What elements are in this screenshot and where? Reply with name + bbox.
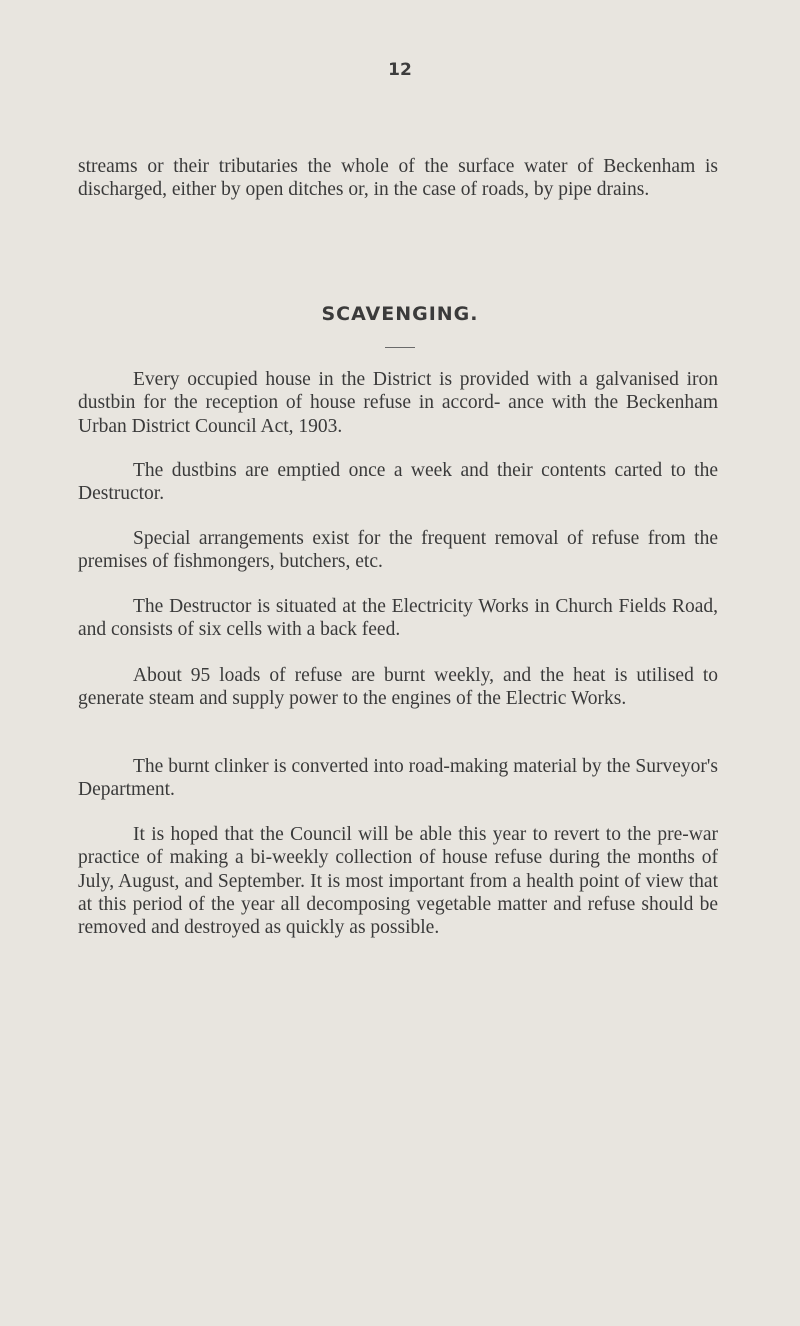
paragraph-special-arrangements bbox=[78, 527, 718, 574]
paragraph-text: Every occupied house in the District is provided with a galvanised iron dustbin for the reception of house refuse in accord- ance with the Beckenham Urban District Council Act, 1903. bbox=[78, 369, 718, 437]
paragraph-destructor-location bbox=[78, 595, 718, 642]
intro-text: streams or their tributaries the whole of the surface water of Beckenham is discharged, either by open ditches or, in the case of roads, by pipe drains. bbox=[78, 156, 718, 201]
paragraph-text: It is hoped that the Council will be able this year to revert to the pre-war practice of making a bi-weekly collection of house refuse during the months of July, August, and September. It is most important from a health point of view that at this period of the year all decomposing vegetable matter and refuse should be removed and destroyed as quickly as possible. bbox=[78, 824, 718, 939]
paragraph-clinker bbox=[78, 755, 718, 802]
paragraph-text: The burnt clinker is converted into road-making material by the Surveyor's Department. bbox=[78, 756, 718, 801]
intro-paragraph bbox=[78, 155, 718, 202]
paragraph-text: Special arrangements exist for the frequent removal of refuse from the premises of fishmongers, butchers, etc. bbox=[78, 528, 718, 573]
paragraph-dustbins-emptied bbox=[78, 459, 718, 506]
heading-divider bbox=[385, 347, 415, 348]
paragraph-text: The dustbins are emptied once a week and their contents carted to the Destructor. bbox=[78, 460, 718, 505]
paragraph-collection-plan bbox=[78, 823, 718, 939]
paragraph-text: About 95 loads of refuse are burnt weekly, and the heat is utilised to generate steam and supply power to the engines of the Electric Works. bbox=[78, 665, 718, 710]
paragraph-refuse-burnt bbox=[78, 664, 718, 711]
page-number: 12 bbox=[388, 60, 412, 80]
section-heading: SCAVENGING. bbox=[321, 303, 479, 325]
paragraph-dustbins-provided bbox=[78, 368, 718, 438]
paragraph-text: The Destructor is situated at the Electricity Works in Church Fields Road, and consists of six cells with a back feed. bbox=[78, 596, 718, 641]
